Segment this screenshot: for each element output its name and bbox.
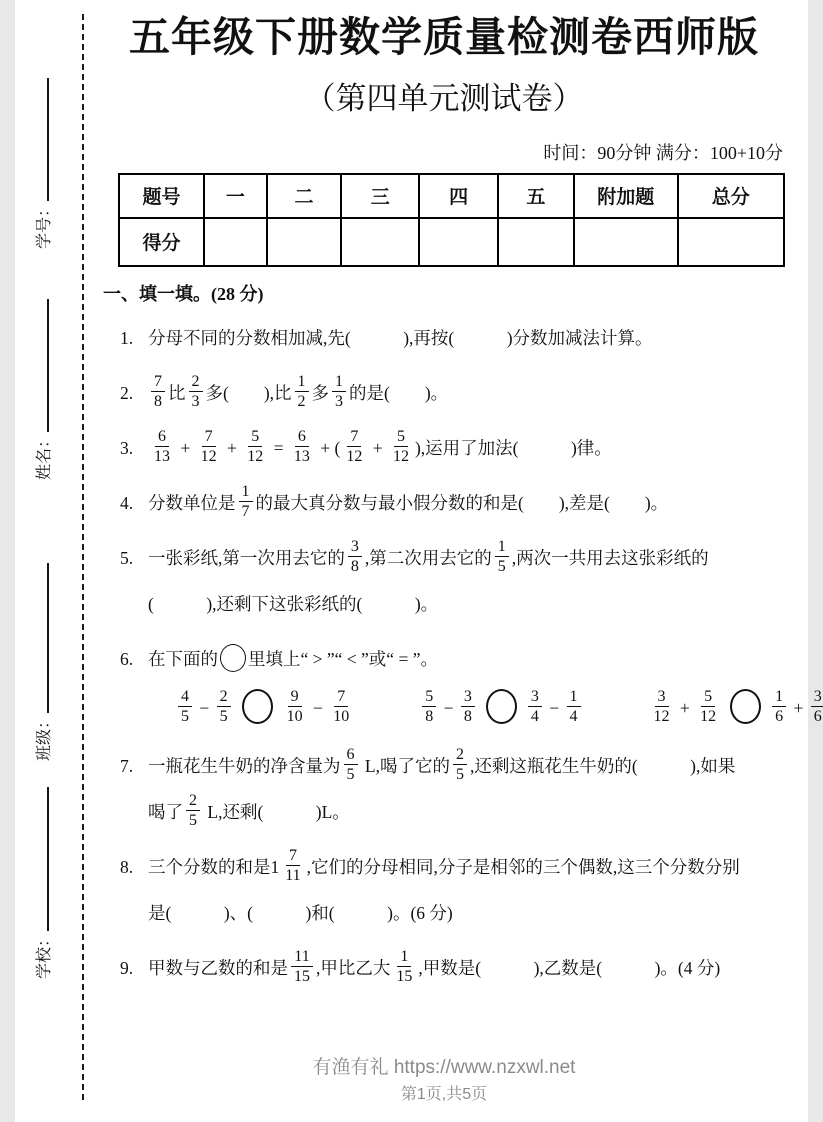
fraction-numerator: 1 [567, 687, 581, 707]
fraction [390, 427, 412, 466]
fraction-denominator: 2 [297, 393, 306, 411]
question-list [103, 315, 822, 991]
fraction-numerator: 3 [655, 687, 669, 707]
score-table-header-row [119, 174, 784, 218]
fraction-denominator: 10 [333, 708, 350, 726]
fraction [344, 745, 358, 784]
question-item [120, 636, 822, 734]
margin-field [31, 78, 54, 249]
fraction-numerator: 7 [286, 846, 300, 866]
question-text: = [269, 437, 288, 458]
fraction-numerator: 3 [461, 687, 475, 707]
score-table-column-header: 题号 [119, 174, 204, 218]
fraction [461, 687, 475, 726]
fraction-numerator: 4 [178, 687, 192, 707]
fraction-denominator: 13 [293, 448, 310, 466]
question-body [148, 425, 785, 471]
question-text: ( ),还剩下这张彩纸的( )。 [148, 593, 439, 614]
question-number: 1. [120, 327, 134, 348]
page-footer [103, 1052, 785, 1104]
comparison-circle [730, 689, 761, 724]
question-number: 9. [120, 957, 134, 978]
paper-content [103, 0, 822, 991]
question-text: + [176, 437, 195, 458]
question-body [148, 370, 785, 416]
question-text: ,甲比乙大 [316, 957, 391, 978]
fraction-numerator: 7 [347, 427, 361, 447]
fraction-denominator: 10 [286, 708, 303, 726]
score-cell [204, 218, 267, 266]
question-text: + ( [315, 437, 341, 458]
margin-field-blank [43, 299, 49, 432]
fraction-numerator: 7 [334, 687, 348, 707]
fraction [422, 687, 436, 726]
fraction-denominator: 12 [700, 708, 717, 726]
fraction-numerator: 3 [348, 537, 362, 557]
score-table-column-header: 二 [267, 174, 341, 218]
fraction-numerator: 1 [397, 947, 411, 967]
fraction-denominator: 8 [154, 393, 162, 411]
fraction-denominator: 15 [294, 968, 310, 986]
fraction-numerator: 2 [189, 372, 203, 392]
fraction [495, 537, 509, 576]
comparison-expression [648, 682, 823, 734]
question-number: 8. [120, 856, 134, 877]
margin-field [31, 299, 54, 480]
fraction-denominator: 5 [346, 766, 355, 784]
fraction-denominator: 7 [241, 503, 250, 521]
fraction-numerator: 1 [295, 372, 309, 392]
fraction-numerator: 5 [422, 687, 436, 707]
question-item [120, 945, 785, 991]
question-text: 一瓶花生牛奶的净含量为 [148, 755, 341, 776]
question-item [120, 844, 785, 936]
fraction [189, 372, 203, 411]
footer-page-number: 第1页,共5页 [400, 1086, 488, 1103]
fraction-numerator: 5 [701, 687, 715, 707]
fraction [332, 372, 346, 411]
paper-title: 五年级下册数学质量检测卷西师版 [129, 14, 759, 60]
fraction-denominator: 5 [181, 708, 189, 726]
question-text: + [222, 437, 242, 458]
margin-field-blank [43, 787, 49, 931]
fraction-denominator: 12 [653, 708, 670, 726]
margin-field-blank [43, 78, 49, 201]
fraction [348, 537, 362, 576]
fraction [651, 687, 673, 726]
fraction-numerator: 2 [217, 687, 231, 707]
score-cell [341, 218, 419, 266]
fraction [343, 427, 365, 466]
score-table-column-header: 四 [419, 174, 497, 218]
fraction-denominator: 5 [189, 812, 197, 830]
question-text: ,第二次用去它的 [364, 547, 492, 568]
score-table-column-header: 附加题 [574, 174, 678, 218]
question-text: + [368, 437, 387, 458]
score-cell [678, 218, 784, 266]
fraction-denominator: 5 [219, 708, 228, 726]
fraction-numerator: 1 [772, 687, 786, 707]
fraction-numerator: 7 [202, 427, 216, 447]
margin-field-label: 学号： [36, 200, 53, 249]
question-text: 的是( )。 [349, 382, 449, 403]
margin-field-blank [43, 563, 49, 713]
score-cell [419, 218, 497, 266]
fraction [772, 687, 786, 726]
question-text: ,两次一共用去这张彩纸的 [511, 547, 709, 568]
comparison-row [148, 682, 823, 734]
fraction-numerator: 9 [288, 687, 302, 707]
question-body [148, 743, 785, 835]
fraction [567, 687, 581, 726]
fraction [178, 687, 192, 726]
score-table-score-row [119, 218, 784, 266]
question-body [148, 945, 785, 991]
question-text: + [789, 697, 808, 718]
question-body [148, 535, 785, 627]
score-row-label: 得分 [119, 218, 204, 266]
fraction-denominator: 3 [191, 393, 200, 411]
fraction-denominator: 5 [497, 558, 506, 576]
fraction-numerator: 5 [248, 427, 262, 447]
question-number: 3. [120, 437, 134, 458]
fraction [151, 372, 165, 411]
fraction [151, 427, 173, 466]
question-number: 4. [120, 492, 134, 513]
comparison-circle [486, 689, 517, 724]
question-text: ,它们的分母相同,分子是相邻的三个偶数,这三个分数分别 [306, 856, 740, 877]
question-text: 甲数与乙数的和是 [148, 957, 288, 978]
fraction [330, 687, 352, 726]
score-table-column-header: 总分 [678, 174, 784, 218]
question-text: ),运用了加法( )律。 [414, 437, 612, 458]
question-text: + [675, 697, 695, 718]
fraction-denominator: 12 [346, 448, 363, 466]
fraction [284, 687, 306, 726]
fraction-numerator: 1 [332, 372, 346, 392]
question-text: 喝了 [148, 801, 183, 822]
fraction-denominator: 12 [247, 448, 264, 466]
fraction [198, 427, 220, 466]
fraction-denominator: 15 [396, 968, 413, 986]
question-item [120, 315, 785, 361]
question-item [120, 370, 785, 416]
fraction [291, 947, 313, 986]
fraction-denominator: 11 [285, 867, 301, 885]
score-table [118, 173, 785, 267]
fraction-numerator: 1 [495, 537, 509, 557]
score-table-column-header: 三 [341, 174, 419, 218]
comparison-expression [419, 682, 583, 734]
fraction [244, 427, 266, 466]
fraction-numerator: 11 [291, 947, 312, 967]
test-paper-page [15, 0, 822, 1122]
question-text: 分母不同的分数相加减,先( ),再按( )分数加减法计算。 [148, 327, 653, 348]
paper-subtitle: （第四单元测试卷） [304, 81, 584, 117]
question-text: − [308, 697, 328, 718]
question-text: 三个分数的和是1 [148, 856, 280, 877]
fraction [186, 791, 200, 830]
fraction [291, 427, 313, 466]
question-text: 多( ),比 [205, 382, 292, 403]
fraction-denominator: 5 [455, 766, 464, 784]
question-body [148, 844, 785, 936]
question-text: ,还剩这瓶花生牛奶的( ),如果 [469, 755, 736, 776]
score-cell [267, 218, 341, 266]
fraction [239, 482, 253, 521]
question-text: 比 [168, 382, 186, 403]
question-text: 是( )、( )和( )。(6 分) [148, 902, 453, 923]
fraction-numerator: 5 [394, 427, 408, 447]
fraction-denominator: 12 [392, 448, 409, 466]
question-text: L,喝了它的 [360, 755, 450, 776]
margin-field [31, 563, 54, 761]
question-item [120, 480, 785, 526]
fraction-numerator: 2 [453, 745, 467, 765]
margin-field-label: 学校： [36, 930, 53, 979]
question-body [148, 636, 823, 734]
fraction [282, 846, 303, 885]
comparison-circle [242, 689, 273, 724]
question-item [120, 743, 785, 835]
fraction-numerator: 7 [151, 372, 165, 392]
fraction [811, 687, 823, 726]
fraction [217, 687, 231, 726]
fraction-numerator: 6 [295, 427, 309, 447]
question-text: 的最大真分数与最小假分数的和是( ),差是( )。 [255, 492, 669, 513]
section-heading: 一、填一填。(28 分) [103, 283, 264, 304]
question-text: 分数单位是 [148, 492, 236, 513]
fraction-denominator: 4 [569, 708, 578, 726]
fraction-denominator: 12 [200, 448, 217, 466]
comparison-circle [220, 644, 246, 672]
fraction-numerator: 3 [528, 687, 542, 707]
fraction-denominator: 3 [335, 393, 344, 411]
fraction-denominator: 8 [463, 708, 472, 726]
fraction [528, 687, 542, 726]
question-text: ,甲数是( ),乙数是( )。(4 分) [418, 957, 721, 978]
fraction-denominator: 8 [350, 558, 359, 576]
fraction [697, 687, 719, 726]
fraction-denominator: 4 [530, 708, 539, 726]
comparison-expression [175, 682, 355, 734]
margin-field-label: 姓名： [36, 431, 53, 480]
question-number: 7. [120, 755, 134, 776]
question-number: 2. [120, 382, 134, 403]
question-item [120, 425, 785, 471]
fraction-denominator: 6 [775, 708, 784, 726]
margin-field [31, 787, 54, 979]
fraction-numerator: 6 [344, 745, 358, 765]
question-text: 里填上“ > ”“ < ”或“ = ”。 [248, 648, 438, 669]
question-text: 多 [311, 382, 330, 403]
question-text: − [544, 697, 564, 718]
fraction [453, 745, 467, 784]
margin-field-label: 班级： [36, 712, 53, 761]
question-text: − [195, 697, 214, 718]
fraction [295, 372, 309, 411]
score-cell [574, 218, 678, 266]
question-body [148, 480, 785, 526]
fraction-numerator: 1 [239, 482, 253, 502]
fraction-denominator: 13 [154, 448, 170, 466]
fraction-numerator: 3 [811, 687, 823, 707]
exam-meta: 时间：90分钟 满分：100+10分 [543, 142, 783, 163]
fraction-denominator: 8 [425, 708, 434, 726]
question-text: − [439, 697, 458, 718]
fraction-numerator: 2 [186, 791, 200, 811]
question-number: 6. [120, 648, 134, 669]
question-text: 在下面的 [148, 648, 218, 669]
fraction-numerator: 6 [155, 427, 169, 447]
footer-site: 有渔有礼 https://www.nzxwl.net [312, 1057, 576, 1078]
question-body [148, 315, 785, 361]
question-text: 一张彩纸,第一次用去它的 [148, 547, 345, 568]
fraction-denominator: 6 [813, 708, 822, 726]
score-cell [498, 218, 574, 266]
question-number: 5. [120, 547, 134, 568]
dashed-cut-line [82, 14, 84, 1100]
question-item [120, 535, 785, 627]
student-info-margin [31, 7, 67, 1097]
question-text: L,还剩( )L。 [203, 801, 350, 822]
fraction [393, 947, 415, 986]
score-table-column-header: 五 [498, 174, 574, 218]
score-table-column-header: 一 [204, 174, 267, 218]
